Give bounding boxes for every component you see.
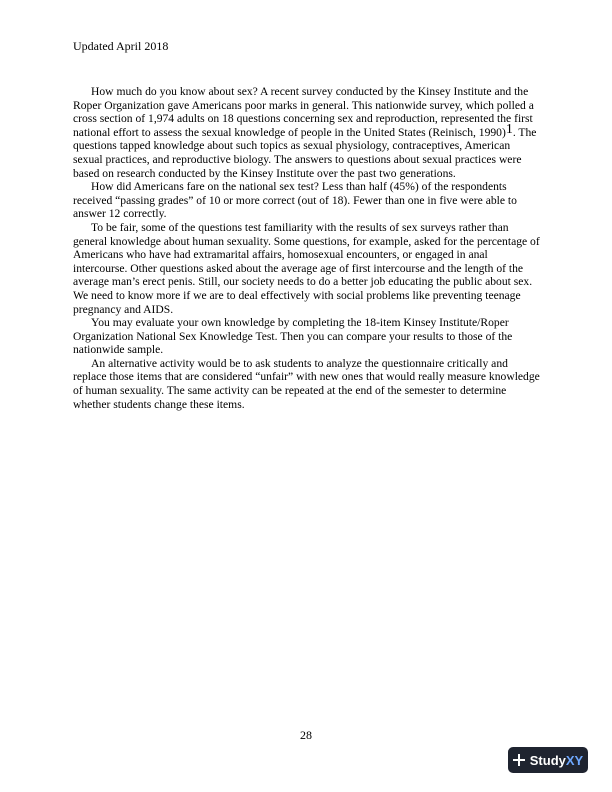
paragraph-2: How did Americans fare on the national sex test? Less than half (45%) of the respondents received “passing grades” of 10 or more correct (out of 18). Fewer than one in five were able to answer 12 correctly. [73, 180, 517, 221]
paragraph-4: You may evaluate your own knowledge by completing the 18-item Kinsey Institute/Roper Organization National Sex Knowledge Test. Then you can compare your results to those of the nationwide sample. [73, 316, 513, 357]
page-header: Updated April 2018 [73, 39, 169, 53]
badge-label-xy: XY [565, 752, 584, 768]
page-number: 28 [300, 728, 312, 742]
badge-label [530, 753, 583, 768]
paragraph-1-text: How much do you know about sex? A recent survey conducted by the Kinsey Institute and the Roper Organization gave Americans poor marks in general. This nationwide survey, which polled a cross section of 1,974 adults on 18 questions concerning sex and reproduction, represented the first national effort to assess the sexual knowledge of people in the United States (Reinisch, 1990) [73, 85, 534, 139]
paragraph-1-continuation: . The questions tapped knowledge about such topics as sexual physiology, contraceptives, American sexual practices, and reproductive biology. The answers to questions about sexual practices were based on research conducted by the Kinsey Institute over the past two generations. [73, 125, 537, 180]
footnote-marker: 1 [505, 121, 513, 137]
paragraph-1 [73, 85, 540, 180]
studyxy-badge[interactable] [508, 747, 588, 773]
badge-label-study: Study [529, 752, 566, 768]
document-body [73, 85, 540, 411]
paragraph-5: An alternative activity would be to ask students to analyze the questionnaire critically and replace those items that are considered “unfair” with new ones that would really measure knowledge of human sexuality. The same activity can be repeated at the end of the semester to determine whether students change these items. [73, 356, 540, 411]
paragraph-3: To be fair, some of the questions test familiarity with the results of sex surveys rather than general knowledge about human sexuality. Some questions, for example, asked for the percentage of Americans who have had extramarital affairs, homosexual encounters, or engaged in anal intercourse. Other questions asked about the average age of first intercourse and the length of the average man’s erect penis. Still, our society needs to do a better job educating the public about sex. We need to know more if we are to deal effectively with social problems like preventing teenage pregnancy and AIDS. [73, 220, 540, 316]
plus-icon [513, 754, 525, 766]
